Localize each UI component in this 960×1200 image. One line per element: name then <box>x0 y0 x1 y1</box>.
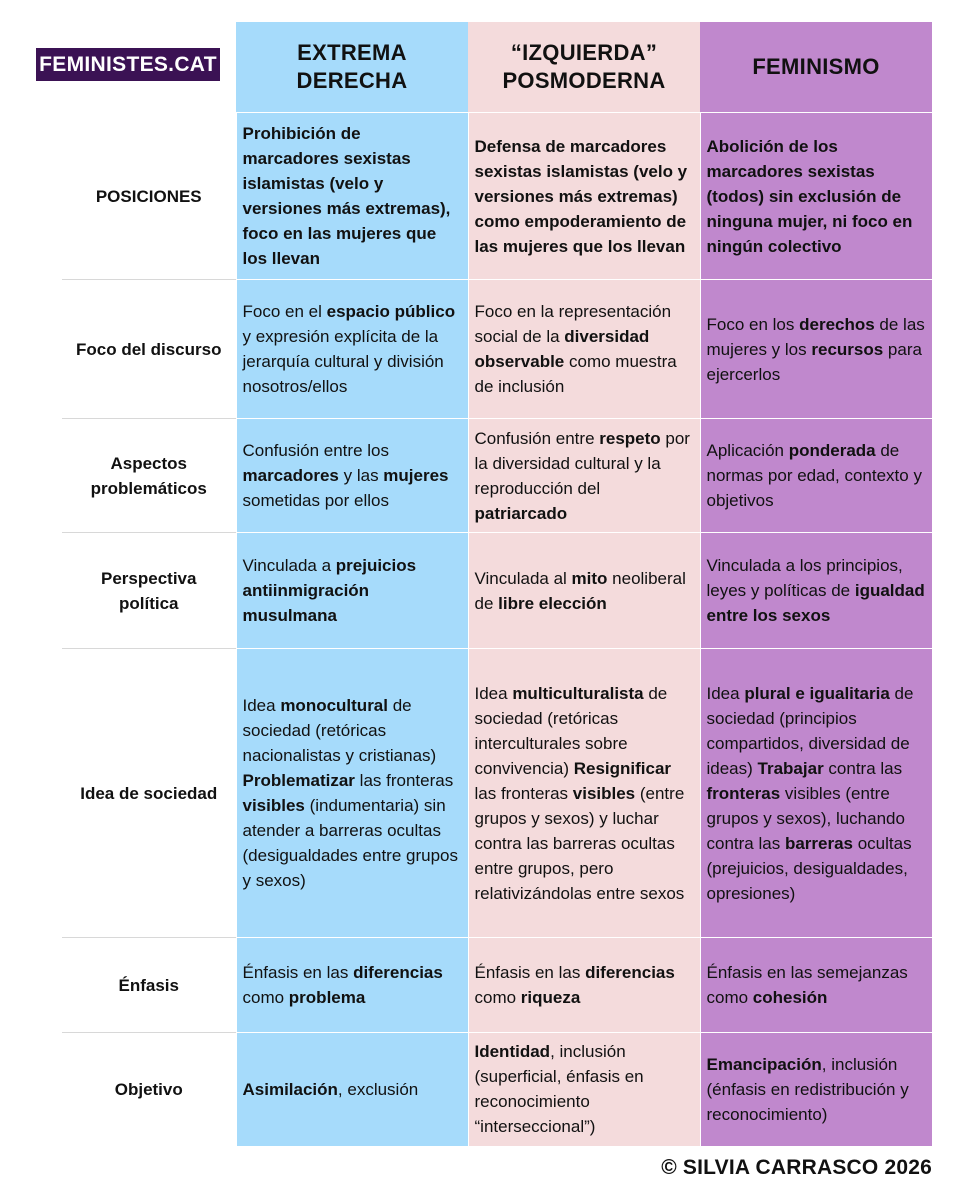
row-perspectiva-politica <box>62 533 932 649</box>
bold-text: Emancipación <box>706 1054 822 1074</box>
bold-text: Prohibición de marcadores sexistas islamistas (velo y versiones más extremas), foco en las mujeres que los llevan <box>242 124 451 268</box>
text-segment: Aplicación <box>706 441 789 460</box>
row-enfasis <box>62 938 932 1033</box>
bold-text: Problematizar <box>242 771 355 790</box>
bold-text: Asimilación <box>242 1079 338 1099</box>
row-objetivo <box>62 1033 932 1146</box>
cell-extrema-derecha <box>236 113 468 280</box>
text-segment: Énfasis en las semejanzas como <box>706 963 908 1007</box>
text-segment: de las mujeres y los <box>706 314 925 359</box>
cell-izquierda-posmoderna <box>468 649 700 938</box>
header-blank <box>62 22 236 113</box>
bold-text: libre elección <box>498 593 607 613</box>
row-label-text: Énfasis <box>118 975 179 995</box>
bold-text: fronteras <box>706 783 781 803</box>
cell-feminismo <box>700 938 932 1033</box>
text-segment: como <box>474 988 521 1007</box>
row-label <box>62 419 236 533</box>
row-label <box>62 938 236 1033</box>
bold-text: ponderada <box>788 441 876 460</box>
row-idea-de-sociedad <box>62 649 932 938</box>
header-extrema-derecha <box>236 22 468 113</box>
text-segment: las fronteras <box>474 783 573 803</box>
cell-izquierda-posmoderna <box>468 113 700 280</box>
text-segment: y expresión explícita de la jerarquía cultural y división nosotros/ellos <box>242 327 444 396</box>
bold-text: visibles <box>572 783 636 803</box>
row-label-text: política <box>118 593 179 613</box>
text-segment: contra las <box>823 758 903 778</box>
cell-feminismo <box>700 533 932 649</box>
bold-text: multiculturalista <box>512 683 644 703</box>
text-segment: Foco en el <box>242 302 327 321</box>
text-segment: Confusión entre los <box>242 441 389 460</box>
text-segment: las fronteras <box>354 771 454 790</box>
row-label <box>62 1033 236 1146</box>
bold-text: problema <box>288 988 366 1007</box>
row-label <box>62 113 236 280</box>
cell-izquierda-posmoderna <box>468 419 700 533</box>
bold-text: plural e igualitaria <box>744 683 890 703</box>
cell-extrema-derecha <box>236 280 468 419</box>
text-segment: para ejercerlos <box>706 339 922 384</box>
text-segment: Foco en la representación social de la <box>474 302 672 346</box>
bold-text: riqueza <box>520 988 581 1007</box>
cell-extrema-derecha <box>236 938 468 1033</box>
cell-extrema-derecha <box>236 533 468 649</box>
cell-extrema-derecha <box>236 649 468 938</box>
text-segment: , inclusión (superficial, énfasis en reconocimiento “interseccional”) <box>474 1042 644 1137</box>
header-line: FEMINISMO <box>752 54 880 79</box>
text-segment: Énfasis en las <box>242 963 354 982</box>
header-line: EXTREMA <box>297 40 407 65</box>
bold-text: marcadores <box>242 466 339 485</box>
logo-text: FEMINISTES.CAT <box>39 52 217 76</box>
text-segment: (indumentaria) sin atender a barreras ocultas (desigualdades entre grupos y sexos) <box>242 796 458 890</box>
cell-izquierda-posmoderna <box>468 1033 700 1146</box>
text-segment: ocultas (prejuicios, desigualdades, opresiones) <box>706 833 912 903</box>
row-foco-del-discurso <box>62 280 932 419</box>
bold-text: visibles <box>242 796 305 815</box>
row-label <box>62 533 236 649</box>
text-segment: y las <box>338 466 384 485</box>
text-segment: como muestra de inclusión <box>474 352 677 396</box>
row-label-text: Foco del discurso <box>76 339 222 359</box>
text-segment: visibles (entre grupos y sexos), luchando contra las <box>706 783 905 853</box>
text-segment: por la diversidad cultural y la reproducción del <box>474 428 690 498</box>
bold-text: Resignificar <box>573 758 672 778</box>
text-segment: como <box>242 988 289 1007</box>
bold-text: barreras <box>784 833 853 853</box>
row-label-text: Aspectos <box>110 453 188 473</box>
text-segment: , exclusión <box>337 1079 419 1099</box>
bold-text: monocultural <box>280 696 388 715</box>
bold-text: recursos <box>811 339 884 359</box>
text-segment: Idea <box>706 683 745 703</box>
bold-text: diferencias <box>585 963 675 982</box>
row-label-text: problemáticos <box>90 478 207 498</box>
bold-text: Trabajar <box>757 758 824 778</box>
text-segment: de sociedad (principios compartidos, diversidad de ideas) <box>706 683 914 778</box>
bold-text: diversidad observable <box>474 327 650 371</box>
row-label <box>62 280 236 419</box>
text-segment: Confusión entre <box>474 428 600 448</box>
bold-text: respeto <box>599 428 661 448</box>
header-izquierda-posmoderna <box>468 22 700 113</box>
text-segment: (entre grupos y sexos) y luchar contra las barreras ocultas entre grupos, pero relativizándolas entre sexos <box>474 783 685 903</box>
bold-text: patriarcado <box>474 503 568 523</box>
text-segment: Idea <box>242 696 281 715</box>
row-label-text: Idea de sociedad <box>80 783 218 803</box>
text-segment: de normas por edad, contexto y objetivos <box>706 441 922 510</box>
row-label-text: POSICIONES <box>95 186 202 206</box>
bold-text: Identidad <box>474 1042 551 1062</box>
cell-extrema-derecha <box>236 419 468 533</box>
text-segment: Vinculada a los principios, leyes y políticas de <box>706 556 903 600</box>
text-segment: , inclusión (énfasis en redistribución y reconocimiento) <box>706 1054 909 1124</box>
text-segment: Vinculada a <box>242 556 336 575</box>
header-line: “IZQUIERDA” <box>510 40 658 65</box>
cell-extrema-derecha <box>236 1033 468 1146</box>
row-aspectos-problematicos <box>62 419 932 533</box>
bold-text: cohesión <box>752 988 828 1007</box>
text-segment: Vinculada al <box>474 568 572 588</box>
cell-feminismo <box>700 280 932 419</box>
row-posiciones <box>62 113 932 280</box>
text-segment: de sociedad (retóricas nacionalistas y cristianas) <box>242 696 437 765</box>
bold-text: Abolición de los marcadores sexistas (todos) sin exclusión de ninguna mujer, ni foco en ningún colectivo <box>706 136 913 256</box>
text-segment: sometidas por ellos <box>242 491 389 510</box>
row-label-text: Objetivo <box>114 1079 183 1099</box>
bold-text: igualdad entre los sexos <box>706 581 925 625</box>
text-segment: Énfasis en las <box>474 963 586 982</box>
bold-text: Defensa de marcadores sexistas islamistas (velo y versiones más extremas) como empoderamiento de las mujeres que los llevan <box>474 136 688 256</box>
header-line: DERECHA <box>296 68 408 93</box>
header-line: POSMODERNA <box>502 68 666 93</box>
text-segment: neoliberal de <box>474 568 686 613</box>
cell-feminismo <box>700 113 932 280</box>
bold-text: prejuicios antiinmigración musulmana <box>242 556 417 625</box>
cell-izquierda-posmoderna <box>468 938 700 1033</box>
row-label-text: Perspectiva <box>101 568 197 588</box>
header-row <box>62 22 932 113</box>
header-feminismo <box>700 22 932 113</box>
cell-izquierda-posmoderna <box>468 533 700 649</box>
bold-text: mujeres <box>383 466 449 485</box>
bold-text: espacio público <box>326 302 456 321</box>
bold-text: derechos <box>799 314 875 334</box>
comparison-table <box>62 22 932 1146</box>
text-segment: de sociedad (retóricas interculturales sobre convivencia) <box>474 683 668 778</box>
text-segment: Idea <box>474 683 513 703</box>
row-label <box>62 649 236 938</box>
cell-feminismo <box>700 649 932 938</box>
cell-feminismo <box>700 419 932 533</box>
cell-izquierda-posmoderna <box>468 280 700 419</box>
bold-text: mito <box>571 568 608 588</box>
text-segment: Foco en los <box>706 314 800 334</box>
cell-feminismo <box>700 1033 932 1146</box>
bold-text: diferencias <box>353 963 443 982</box>
copyright-credit: © SILVIA CARRASCO 2026 <box>661 1156 932 1179</box>
